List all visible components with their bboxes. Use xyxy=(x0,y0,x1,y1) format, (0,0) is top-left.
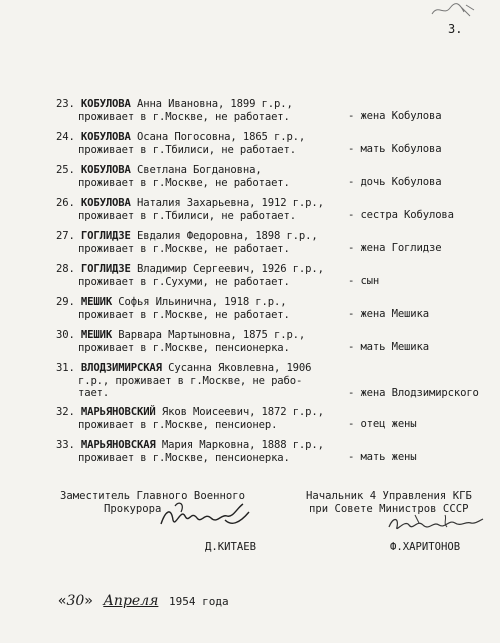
entry-given-names: Анна Ивановна, 1899 г.р., xyxy=(136,98,293,110)
entry-number: 27. xyxy=(56,230,75,242)
entry-line1 xyxy=(56,362,496,375)
entry-line1 xyxy=(56,296,496,309)
entry-relation: - мать Мешика xyxy=(348,341,429,353)
entry-line1 xyxy=(56,98,496,111)
entry-relation: - жена Влодзимирского xyxy=(348,387,479,399)
entry-residence: проживает в г.Москве, не работает. xyxy=(78,176,290,189)
entry-residence: проживает в г.Москве, не работает. xyxy=(78,110,290,123)
date-year: 1954 года xyxy=(169,595,229,608)
entry-surname: МАРЬЯНОВСКАЯ xyxy=(80,439,156,451)
entry-surname: ГОГЛИДЗЕ xyxy=(80,263,131,275)
entry-23 xyxy=(56,98,496,123)
entry-residence-cont: тает. xyxy=(78,387,110,399)
entry-relation: - мать жены xyxy=(348,451,417,463)
entry-24 xyxy=(56,131,496,156)
entry-residence: проживает в г.Москве, не работает. xyxy=(78,242,290,255)
entry-relation: - сестра Кобулова xyxy=(348,209,454,221)
entry-surname: КОБУЛОВА xyxy=(80,164,131,176)
document-date: «30» Апреля 1954 года xyxy=(58,593,229,609)
entry-33 xyxy=(56,439,496,464)
entry-relation: - мать Кобулова xyxy=(348,143,442,155)
entry-29 xyxy=(56,296,496,321)
entry-relation: - жена Гоглидзе xyxy=(348,242,442,254)
entry-surname: МАРЬЯНОВСКИЙ xyxy=(80,406,156,418)
entry-relation: - жена Мешика xyxy=(348,308,429,320)
left-signatory-name: Д.КИТАЕВ xyxy=(205,541,257,553)
left-title-line1: Заместитель Главного Военного xyxy=(60,490,245,502)
entry-given-names: Софья Ильинична, 1918 г.р., xyxy=(118,296,287,308)
entry-surname: ВЛОДЗИМИРСКАЯ xyxy=(80,362,162,374)
right-title-line2: при Совете Министров СССР xyxy=(309,503,469,515)
entry-given-names: Осана Погосовна, 1865 г.р., xyxy=(136,131,306,143)
date-month: Апреля xyxy=(103,593,159,609)
page-number: 3. xyxy=(448,22,463,36)
entry-line1 xyxy=(56,131,496,144)
entry-number: 29. xyxy=(56,296,75,308)
entry-32 xyxy=(56,406,496,431)
entry-26 xyxy=(56,197,496,222)
entry-residence: г.р., проживает в г.Москве, не рабо- xyxy=(78,374,303,387)
entry-given-names: Наталия Захарьевна, 1912 г.р., xyxy=(136,197,324,209)
entry-line1 xyxy=(56,263,496,276)
entry-residence: проживает в г.Москве, пенсионерка. xyxy=(78,341,290,354)
entry-number: 23. xyxy=(56,98,75,110)
entry-line1 xyxy=(56,406,496,419)
entry-surname: МЕШИК xyxy=(80,329,113,341)
entry-surname: КОБУЛОВА xyxy=(80,98,131,110)
entry-line1 xyxy=(56,197,496,210)
entry-residence: проживает в г.Москве, не работает. xyxy=(78,308,290,321)
entry-residence: проживает в г.Москве, пенсионерка. xyxy=(78,451,290,464)
entry-number: 30. xyxy=(56,329,75,341)
entry-number: 32. xyxy=(56,406,75,418)
date-day: 30 xyxy=(66,593,85,609)
left-signature-handwriting xyxy=(155,494,255,534)
entry-line1 xyxy=(56,164,496,177)
entry-given-names: Евдалия Федоровна, 1898 г.р., xyxy=(136,230,318,242)
entry-relation: - жена Кобулова xyxy=(348,110,442,122)
entry-31 xyxy=(56,362,496,400)
entry-given-names: Яков Моисеевич, 1872 г.р., xyxy=(161,406,324,418)
entry-line1 xyxy=(56,329,496,342)
entry-given-names: Мария Марковна, 1888 г.р., xyxy=(161,439,324,451)
entry-number: 28. xyxy=(56,263,75,275)
entry-relation: - дочь Кобулова xyxy=(348,176,442,188)
entry-residence: проживает в г.Москве, пенсионер. xyxy=(78,418,278,431)
entry-number: 25. xyxy=(56,164,75,176)
entry-given-names: Владимир Сергеевич, 1926 г.р., xyxy=(136,263,324,275)
right-signature-handwriting xyxy=(385,509,485,535)
corner-scribble-mark xyxy=(430,2,476,18)
entry-given-names: Сусанна Яковлевна, 1906 xyxy=(168,362,312,374)
right-signatory-name: Ф.ХАРИТОНОВ xyxy=(390,541,461,553)
entry-residence: проживает в г.Тбилиси, не работает. xyxy=(78,209,296,222)
entry-27 xyxy=(56,230,496,255)
entry-surname: МЕШИК xyxy=(80,296,113,308)
entry-line1 xyxy=(56,439,496,452)
entry-number: 26. xyxy=(56,197,75,209)
right-title-line1: Начальник 4 Управления КГБ xyxy=(306,490,472,502)
entry-relation: - сын xyxy=(348,275,380,287)
entry-30 xyxy=(56,329,496,354)
entry-surname: ГОГЛИДЗЕ xyxy=(80,230,131,242)
entry-surname: КОБУЛОВА xyxy=(80,197,131,209)
entry-residence: проживает в г.Тбилиси, не работает. xyxy=(78,143,296,156)
entry-residence: проживает в г.Сухуми, не работает. xyxy=(78,275,290,288)
entry-number: 31. xyxy=(56,362,75,374)
left-title-line2: Прокурора xyxy=(104,503,162,515)
entry-given-names: Варвара Мартыновна, 1875 г.р., xyxy=(118,329,306,341)
entry-given-names: Светлана Богдановна, xyxy=(136,164,262,176)
entry-number: 24. xyxy=(56,131,75,143)
entry-28 xyxy=(56,263,496,288)
entry-25 xyxy=(56,164,496,189)
entry-number: 33. xyxy=(56,439,75,451)
entry-surname: КОБУЛОВА xyxy=(80,131,131,143)
entry-line1 xyxy=(56,230,496,243)
entry-relation: - отец жены xyxy=(348,418,417,430)
